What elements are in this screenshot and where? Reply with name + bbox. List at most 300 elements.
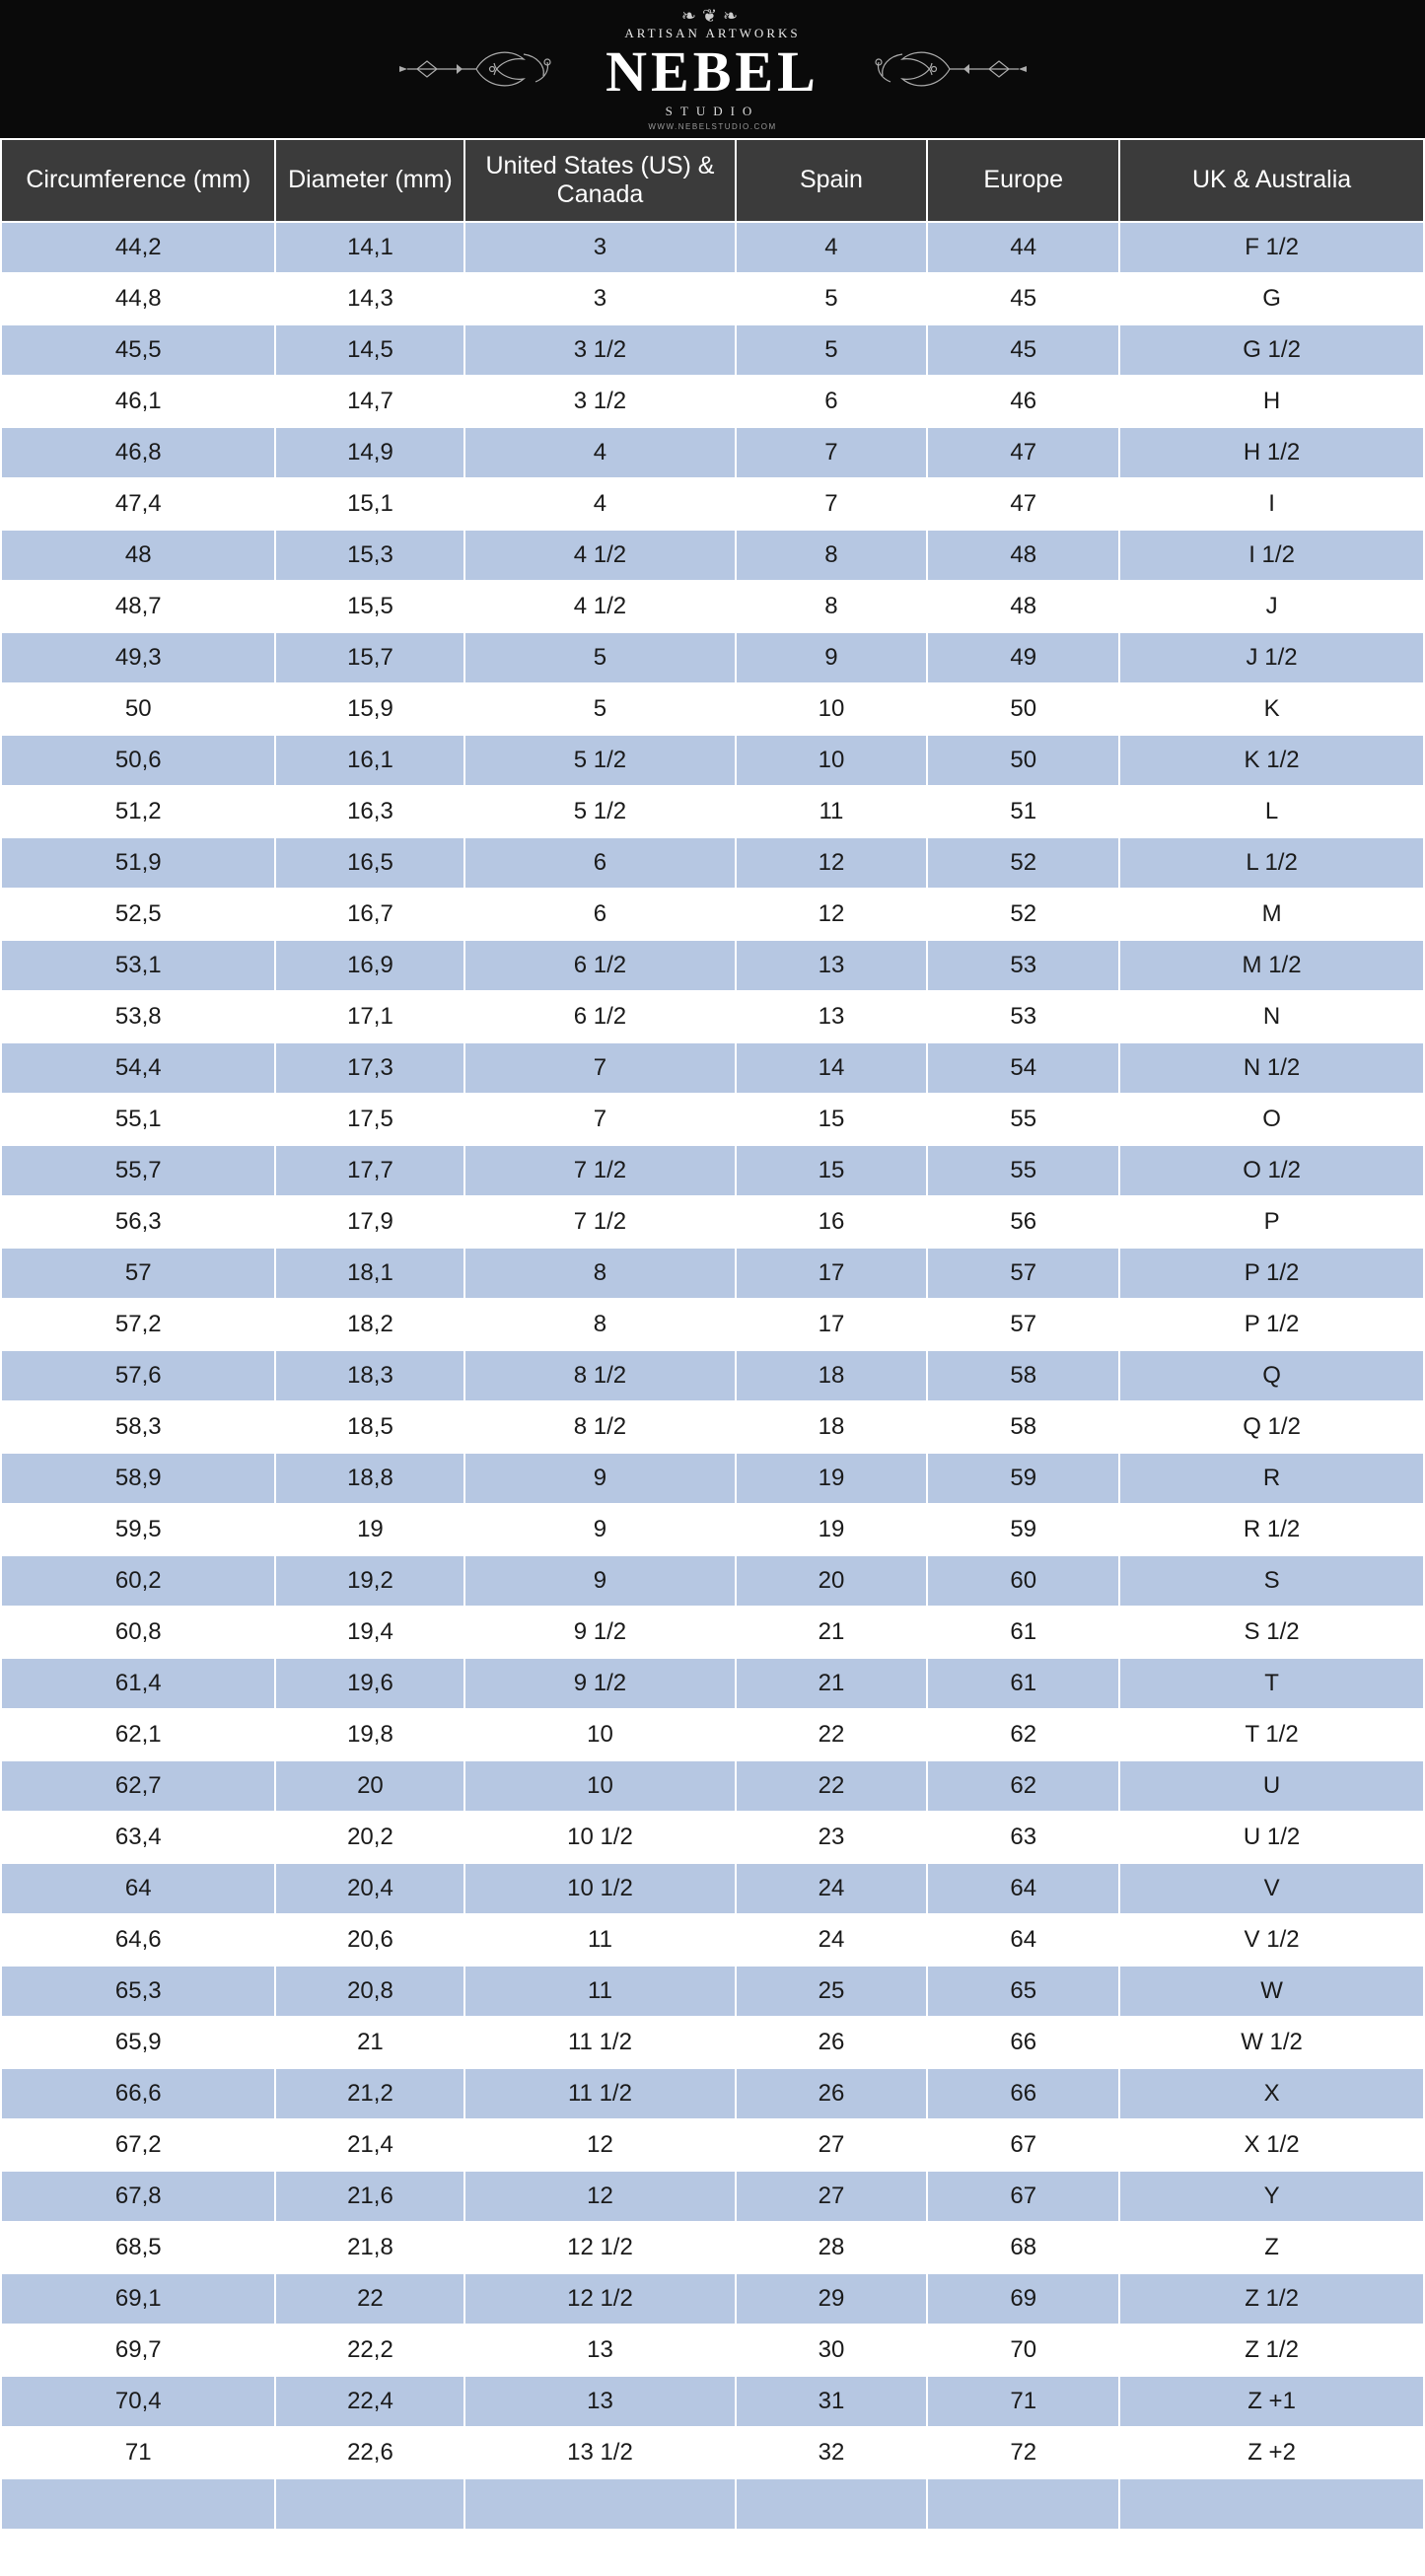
table-cell: 71 xyxy=(1,2427,275,2478)
table-cell: 44,2 xyxy=(1,222,275,273)
table-cell: 48 xyxy=(1,530,275,581)
table-cell: 7 1/2 xyxy=(464,1196,735,1248)
table-row xyxy=(1,1401,1424,1453)
table-row xyxy=(1,837,1424,889)
table-row xyxy=(1,2222,1424,2273)
table-cell: Z +2 xyxy=(1119,2427,1424,2478)
table-cell: Q xyxy=(1119,1350,1424,1401)
table-row xyxy=(1,2171,1424,2222)
table-cell: I xyxy=(1119,478,1424,530)
table-cell: 11 xyxy=(464,1914,735,1966)
table-cell: 66,6 xyxy=(1,2068,275,2119)
table-cell: 47,4 xyxy=(1,478,275,530)
table-cell: 16 xyxy=(736,1196,928,1248)
table-cell: 56 xyxy=(927,1196,1119,1248)
table-row xyxy=(1,1196,1424,1248)
table-cell: 11 xyxy=(736,786,928,837)
table-cell: 25 xyxy=(736,1966,928,2017)
table-row xyxy=(1,2427,1424,2478)
table-cell: V xyxy=(1119,1863,1424,1914)
table-cell: 27 xyxy=(736,2171,928,2222)
table-cell xyxy=(736,2478,928,2530)
table-cell: 16,9 xyxy=(275,940,464,991)
table-cell: 12 1/2 xyxy=(464,2222,735,2273)
table-cell: 61 xyxy=(927,1658,1119,1709)
table-cell: 28 xyxy=(736,2222,928,2273)
table-row xyxy=(1,478,1424,530)
table-cell: 57 xyxy=(1,1248,275,1299)
table-cell: 18,8 xyxy=(275,1453,464,1504)
table-cell: 44,8 xyxy=(1,273,275,324)
table-cell: 13 xyxy=(736,940,928,991)
table-cell: 70,4 xyxy=(1,2376,275,2427)
table-cell: 51,9 xyxy=(1,837,275,889)
table-cell: 70 xyxy=(927,2325,1119,2376)
table-body xyxy=(1,222,1424,2530)
table-cell: 18,2 xyxy=(275,1299,464,1350)
table-cell: F 1/2 xyxy=(1119,222,1424,273)
table-cell: 55,7 xyxy=(1,1145,275,1196)
table-cell: Z 1/2 xyxy=(1119,2273,1424,2325)
logo-website-url: WWW.NEBELSTUDIO.COM xyxy=(648,122,777,131)
ornament-flourish-right xyxy=(851,35,1029,104)
table-row xyxy=(1,273,1424,324)
table-cell: 12 1/2 xyxy=(464,2273,735,2325)
table-cell: 19,6 xyxy=(275,1658,464,1709)
table-cell: 48 xyxy=(927,530,1119,581)
table-cell: 4 xyxy=(464,427,735,478)
table-cell: 17,3 xyxy=(275,1042,464,1094)
table-cell: 4 1/2 xyxy=(464,530,735,581)
table-row xyxy=(1,1555,1424,1607)
table-cell: 51 xyxy=(927,786,1119,837)
table-cell: 67,8 xyxy=(1,2171,275,2222)
table-cell: 15,3 xyxy=(275,530,464,581)
table-cell: 52 xyxy=(927,889,1119,940)
table-cell xyxy=(1,2478,275,2530)
table-cell: 9 1/2 xyxy=(464,1607,735,1658)
table-cell: 24 xyxy=(736,1863,928,1914)
ornament-flourish-left xyxy=(397,35,575,104)
table-cell: 5 xyxy=(736,273,928,324)
table-cell: 9 xyxy=(464,1504,735,1555)
table-cell: 10 xyxy=(736,683,928,735)
table-cell: 8 1/2 xyxy=(464,1350,735,1401)
table-cell: 7 xyxy=(736,478,928,530)
table-cell: 13 xyxy=(736,991,928,1042)
table-cell: 12 xyxy=(736,837,928,889)
table-row xyxy=(1,2119,1424,2171)
table-cell: 30 xyxy=(736,2325,928,2376)
table-cell: 60,2 xyxy=(1,1555,275,1607)
table-row xyxy=(1,2273,1424,2325)
table-cell: 17 xyxy=(736,1248,928,1299)
table-cell: 8 xyxy=(736,530,928,581)
table-row xyxy=(1,1145,1424,1196)
table-cell: 21,4 xyxy=(275,2119,464,2171)
table-cell: 50,6 xyxy=(1,735,275,786)
table-cell: 12 xyxy=(464,2119,735,2171)
table-cell: 16,5 xyxy=(275,837,464,889)
table-header-row xyxy=(1,139,1424,222)
column-header-circumference: Circumference (mm) xyxy=(1,139,275,222)
column-header-europe: Europe xyxy=(927,139,1119,222)
table-cell: 45,5 xyxy=(1,324,275,376)
table-row xyxy=(1,991,1424,1042)
table-row xyxy=(1,683,1424,735)
table-cell: 45 xyxy=(927,324,1119,376)
table-cell: 59 xyxy=(927,1504,1119,1555)
table-cell: 6 xyxy=(736,376,928,427)
table-cell: 15 xyxy=(736,1094,928,1145)
table-cell: T 1/2 xyxy=(1119,1709,1424,1760)
logo-ornament-icon: ❧❦❧ xyxy=(680,6,745,26)
table-cell: 55,1 xyxy=(1,1094,275,1145)
table-cell: 60,8 xyxy=(1,1607,275,1658)
table-cell: 48,7 xyxy=(1,581,275,632)
table-cell: O 1/2 xyxy=(1119,1145,1424,1196)
table-cell: 14,5 xyxy=(275,324,464,376)
table-cell: 64,6 xyxy=(1,1914,275,1966)
table-cell: H 1/2 xyxy=(1119,427,1424,478)
table-cell: 20 xyxy=(736,1555,928,1607)
table-row xyxy=(1,1658,1424,1709)
table-cell: 46 xyxy=(927,376,1119,427)
table-cell: 45 xyxy=(927,273,1119,324)
table-row xyxy=(1,786,1424,837)
table-cell: T xyxy=(1119,1658,1424,1709)
table-cell: 8 xyxy=(736,581,928,632)
table-row xyxy=(1,632,1424,683)
table-cell: 3 xyxy=(464,273,735,324)
table-row xyxy=(1,1914,1424,1966)
table-cell: 61,4 xyxy=(1,1658,275,1709)
table-cell: 17 xyxy=(736,1299,928,1350)
table-cell: 17,1 xyxy=(275,991,464,1042)
table-row xyxy=(1,2017,1424,2068)
table-cell: 20,4 xyxy=(275,1863,464,1914)
table-cell: 67 xyxy=(927,2119,1119,2171)
table-cell: Z xyxy=(1119,2222,1424,2273)
table-cell: X 1/2 xyxy=(1119,2119,1424,2171)
table-row xyxy=(1,889,1424,940)
table-cell: 68 xyxy=(927,2222,1119,2273)
table-cell: 4 xyxy=(736,222,928,273)
table-cell: 32 xyxy=(736,2427,928,2478)
table-row xyxy=(1,1042,1424,1094)
table-cell: 59,5 xyxy=(1,1504,275,1555)
table-cell: 9 xyxy=(736,632,928,683)
brand-header xyxy=(0,0,1425,138)
table-cell: J 1/2 xyxy=(1119,632,1424,683)
table-cell: 63,4 xyxy=(1,1812,275,1863)
column-header-spain: Spain xyxy=(736,139,928,222)
table-cell: 58,3 xyxy=(1,1401,275,1453)
table-cell: 10 xyxy=(464,1760,735,1812)
table-cell: 49,3 xyxy=(1,632,275,683)
column-header-diameter: Diameter (mm) xyxy=(275,139,464,222)
table-cell: 63 xyxy=(927,1812,1119,1863)
table-cell: L 1/2 xyxy=(1119,837,1424,889)
table-row xyxy=(1,2325,1424,2376)
table-cell: 47 xyxy=(927,427,1119,478)
table-cell xyxy=(927,2478,1119,2530)
table-cell: 47 xyxy=(927,478,1119,530)
table-cell: 48 xyxy=(927,581,1119,632)
table-cell: 67,2 xyxy=(1,2119,275,2171)
table-cell: 16,1 xyxy=(275,735,464,786)
table-cell: 16,7 xyxy=(275,889,464,940)
table-cell: 53 xyxy=(927,991,1119,1042)
table-cell: Y xyxy=(1119,2171,1424,2222)
table-cell: P 1/2 xyxy=(1119,1299,1424,1350)
table-cell: M xyxy=(1119,889,1424,940)
table-cell: 62,7 xyxy=(1,1760,275,1812)
table-cell: O xyxy=(1119,1094,1424,1145)
table-cell: 19,4 xyxy=(275,1607,464,1658)
logo-wrap xyxy=(397,5,1029,133)
table-cell: P xyxy=(1119,1196,1424,1248)
table-cell: 4 1/2 xyxy=(464,581,735,632)
table-cell: 15,9 xyxy=(275,683,464,735)
table-cell: 8 1/2 xyxy=(464,1401,735,1453)
table-cell: 49 xyxy=(927,632,1119,683)
table-cell: J xyxy=(1119,581,1424,632)
table-cell: 16,3 xyxy=(275,786,464,837)
table-cell: 11 xyxy=(464,1966,735,2017)
table-cell: 55 xyxy=(927,1094,1119,1145)
table-cell: 22 xyxy=(275,2273,464,2325)
table-cell: 50 xyxy=(927,735,1119,786)
table-cell: 5 xyxy=(464,632,735,683)
table-cell: W 1/2 xyxy=(1119,2017,1424,2068)
table-cell: 66 xyxy=(927,2017,1119,2068)
table-cell: G 1/2 xyxy=(1119,324,1424,376)
table-cell: 10 1/2 xyxy=(464,1863,735,1914)
table-cell: 23 xyxy=(736,1812,928,1863)
table-cell: 50 xyxy=(1,683,275,735)
table-cell: 54 xyxy=(927,1042,1119,1094)
table-cell: 19 xyxy=(275,1504,464,1555)
table-cell: 57 xyxy=(927,1299,1119,1350)
table-cell: 18 xyxy=(736,1401,928,1453)
table-cell: 58 xyxy=(927,1350,1119,1401)
table-cell: 5 1/2 xyxy=(464,735,735,786)
table-cell: 58 xyxy=(927,1401,1119,1453)
table-cell: 21,6 xyxy=(275,2171,464,2222)
table-cell: 13 xyxy=(464,2325,735,2376)
table-cell: 14,7 xyxy=(275,376,464,427)
logo-brand-sub: STUDIO xyxy=(665,104,760,118)
table-cell: 22,2 xyxy=(275,2325,464,2376)
table-cell: 62 xyxy=(927,1709,1119,1760)
table-cell: 11 1/2 xyxy=(464,2068,735,2119)
table-cell: 21,2 xyxy=(275,2068,464,2119)
table-cell: 57,2 xyxy=(1,1299,275,1350)
table-cell: 61 xyxy=(927,1607,1119,1658)
table-row xyxy=(1,1453,1424,1504)
column-header-us-canada: United States (US) & Canada xyxy=(464,139,735,222)
table-cell: K xyxy=(1119,683,1424,735)
table-cell: 17,9 xyxy=(275,1196,464,1248)
table-cell: 69 xyxy=(927,2273,1119,2325)
table-cell: 64 xyxy=(927,1914,1119,1966)
table-cell: 72 xyxy=(927,2427,1119,2478)
table-cell: 12 xyxy=(736,889,928,940)
table-cell: 12 xyxy=(464,2171,735,2222)
logo-center xyxy=(606,7,819,131)
table-cell: 52,5 xyxy=(1,889,275,940)
table-cell: 26 xyxy=(736,2068,928,2119)
table-row xyxy=(1,581,1424,632)
table-cell: 56,3 xyxy=(1,1196,275,1248)
table-cell: 4 xyxy=(464,478,735,530)
table-cell: 21 xyxy=(275,2017,464,2068)
table-cell: 10 xyxy=(464,1709,735,1760)
table-cell: 20,6 xyxy=(275,1914,464,1966)
table-cell xyxy=(1119,2478,1424,2530)
table-cell: 21 xyxy=(736,1658,928,1709)
logo-brand-name: NEBEL xyxy=(606,39,819,104)
table-cell: 3 1/2 xyxy=(464,376,735,427)
table-cell: 20,2 xyxy=(275,1812,464,1863)
table-cell: 8 xyxy=(464,1248,735,1299)
table-cell: 7 xyxy=(736,427,928,478)
table-cell: 19,2 xyxy=(275,1555,464,1607)
table-row xyxy=(1,1094,1424,1145)
table-row xyxy=(1,1248,1424,1299)
table-cell: Z 1/2 xyxy=(1119,2325,1424,2376)
table-cell: X xyxy=(1119,2068,1424,2119)
table-cell: 55 xyxy=(927,1145,1119,1196)
table-cell: 17,5 xyxy=(275,1094,464,1145)
table-cell: 64 xyxy=(1,1863,275,1914)
table-cell: 62,1 xyxy=(1,1709,275,1760)
table-cell: 11 1/2 xyxy=(464,2017,735,2068)
table-cell: 10 1/2 xyxy=(464,1812,735,1863)
table-cell: W xyxy=(1119,1966,1424,2017)
table-cell: P 1/2 xyxy=(1119,1248,1424,1299)
table-cell: 62 xyxy=(927,1760,1119,1812)
table-cell: 15,5 xyxy=(275,581,464,632)
table-cell: 14,9 xyxy=(275,427,464,478)
ring-size-table xyxy=(0,138,1425,2531)
table-row xyxy=(1,1350,1424,1401)
table-cell: 10 xyxy=(736,735,928,786)
table-cell: 6 xyxy=(464,837,735,889)
table-cell: R xyxy=(1119,1453,1424,1504)
column-header-uk-australia: UK & Australia xyxy=(1119,139,1424,222)
table-row xyxy=(1,2376,1424,2427)
table-cell: 5 1/2 xyxy=(464,786,735,837)
table-cell: 65,3 xyxy=(1,1966,275,2017)
table-cell: 26 xyxy=(736,2017,928,2068)
table-cell: 69,7 xyxy=(1,2325,275,2376)
table-cell: G xyxy=(1119,273,1424,324)
table-row xyxy=(1,1607,1424,1658)
table-cell: 9 xyxy=(464,1453,735,1504)
table-cell: 18,5 xyxy=(275,1401,464,1453)
table-cell: 20,8 xyxy=(275,1966,464,2017)
table-cell: 51,2 xyxy=(1,786,275,837)
table-row xyxy=(1,2068,1424,2119)
table-cell: 58,9 xyxy=(1,1453,275,1504)
table-cell: 53 xyxy=(927,940,1119,991)
table-cell: 18,1 xyxy=(275,1248,464,1299)
table-row xyxy=(1,324,1424,376)
table-cell: Z +1 xyxy=(1119,2376,1424,2427)
table-cell: 9 1/2 xyxy=(464,1658,735,1709)
table-cell: L xyxy=(1119,786,1424,837)
table-row xyxy=(1,427,1424,478)
table-cell: 8 xyxy=(464,1299,735,1350)
table-cell: 7 1/2 xyxy=(464,1145,735,1196)
table-cell: 24 xyxy=(736,1914,928,1966)
table-cell: S 1/2 xyxy=(1119,1607,1424,1658)
table-cell: 69,1 xyxy=(1,2273,275,2325)
table-cell: V 1/2 xyxy=(1119,1914,1424,1966)
table-cell: 31 xyxy=(736,2376,928,2427)
table-row xyxy=(1,735,1424,786)
table-cell: 44 xyxy=(927,222,1119,273)
table-cell: R 1/2 xyxy=(1119,1504,1424,1555)
table-cell: 9 xyxy=(464,1555,735,1607)
table-cell: 14,1 xyxy=(275,222,464,273)
table-cell: 15,7 xyxy=(275,632,464,683)
table-cell: 50 xyxy=(927,683,1119,735)
table-row xyxy=(1,2478,1424,2530)
table-cell: 18,3 xyxy=(275,1350,464,1401)
table-cell: 68,5 xyxy=(1,2222,275,2273)
table-cell: 67 xyxy=(927,2171,1119,2222)
table-cell: U 1/2 xyxy=(1119,1812,1424,1863)
table-cell: 46,1 xyxy=(1,376,275,427)
table-row xyxy=(1,1299,1424,1350)
table-cell: 5 xyxy=(464,683,735,735)
table-cell: 5 xyxy=(736,324,928,376)
table-cell: K 1/2 xyxy=(1119,735,1424,786)
table-cell: S xyxy=(1119,1555,1424,1607)
table-cell: 64 xyxy=(927,1863,1119,1914)
table-cell: M 1/2 xyxy=(1119,940,1424,991)
table-row xyxy=(1,1709,1424,1760)
table-cell: N xyxy=(1119,991,1424,1042)
table-cell: 14,3 xyxy=(275,273,464,324)
table-cell: 3 xyxy=(464,222,735,273)
table-row xyxy=(1,1966,1424,2017)
table-cell: 3 1/2 xyxy=(464,324,735,376)
table-cell: 17,7 xyxy=(275,1145,464,1196)
table-cell: 19 xyxy=(736,1453,928,1504)
table-row xyxy=(1,1760,1424,1812)
table-cell: 6 xyxy=(464,889,735,940)
table-cell: 6 1/2 xyxy=(464,991,735,1042)
table-row xyxy=(1,222,1424,273)
table-cell: 52 xyxy=(927,837,1119,889)
table-row xyxy=(1,1863,1424,1914)
table-cell: 7 xyxy=(464,1094,735,1145)
table-cell: 22 xyxy=(736,1709,928,1760)
table-cell: 19 xyxy=(736,1504,928,1555)
table-cell: 15 xyxy=(736,1145,928,1196)
table-row xyxy=(1,376,1424,427)
table-cell: 60 xyxy=(927,1555,1119,1607)
table-cell: 20 xyxy=(275,1760,464,1812)
table-cell: 6 1/2 xyxy=(464,940,735,991)
table-cell: 22,6 xyxy=(275,2427,464,2478)
table-cell: 71 xyxy=(927,2376,1119,2427)
table-cell: 13 1/2 xyxy=(464,2427,735,2478)
